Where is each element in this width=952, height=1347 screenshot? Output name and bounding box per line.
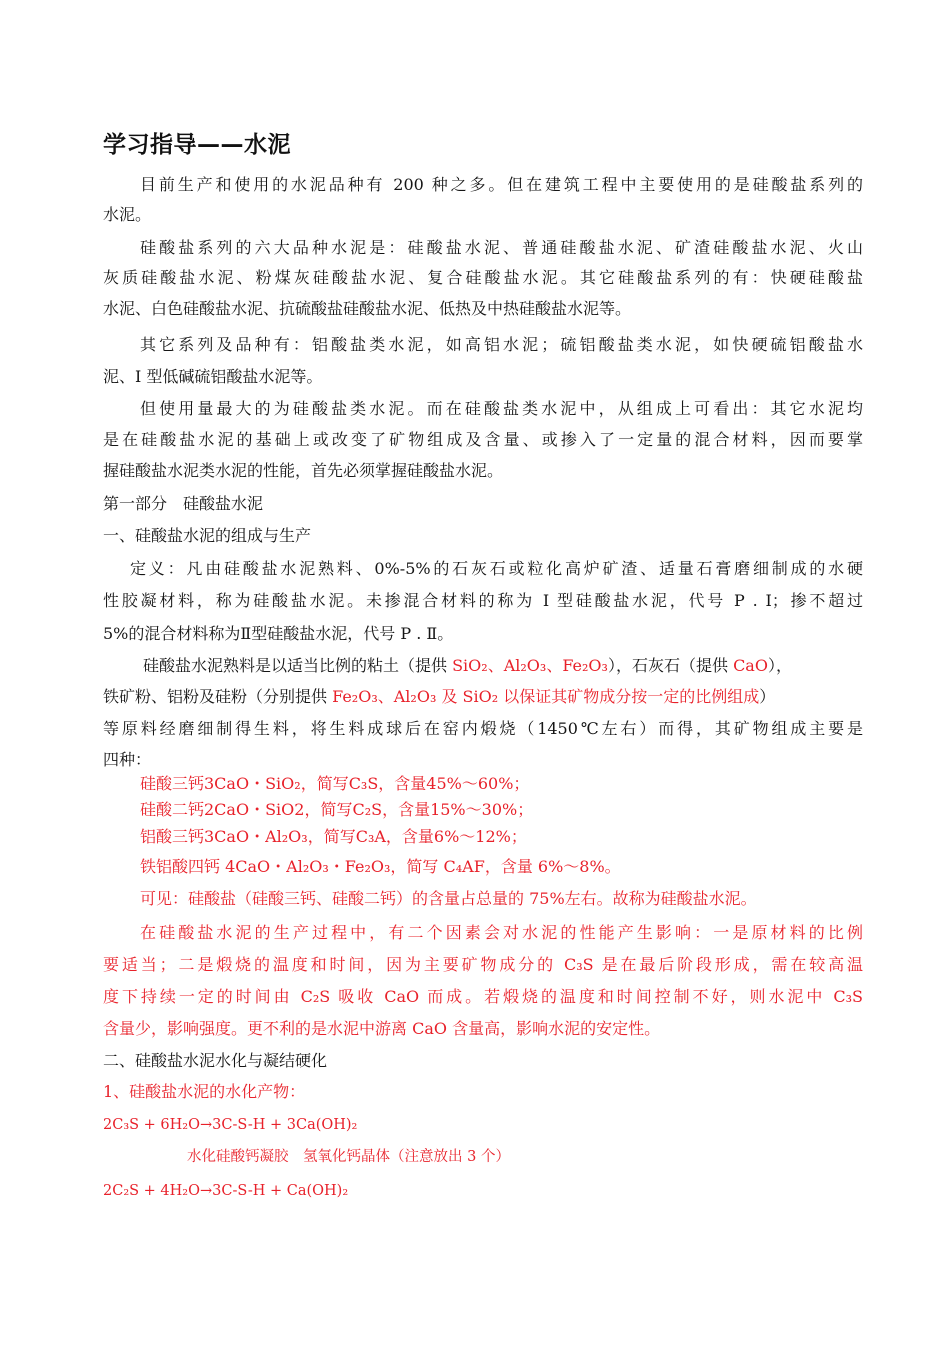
oxide-formula: CaO [733,656,768,675]
text-run: ） [759,687,776,706]
text-run: 铁矿粉、铝粉及硅粉（分别提供 [103,687,333,706]
paragraph-line: 水泥、白色硅酸盐水泥、抗硫酸盐硅酸盐水泥、低热及中热硅酸盐水泥等。 [103,299,632,318]
paragraph-line: 是在硅酸盐水泥的基础上或改变了矿物组成及含量、或掺入了一定量的混合材料，因而要掌 [103,430,863,449]
paragraph-line: 水泥。 [103,205,152,224]
mineral-line: 硅酸二钙2CaO・SiO2，简写C₂S，含量15%～30%； [140,800,534,819]
subsection-heading: 1、硅酸盐水泥的水化产物： [103,1082,306,1101]
paragraph-line: 灰质硅酸盐水泥、粉煤灰硅酸盐水泥、复合硅酸盐水泥。其它硅酸盐系列的有：快硬硅酸盐 [103,268,863,287]
paragraph-line: 握硅酸盐水泥类水泥的性能，首先必须掌握硅酸盐水泥。 [103,461,504,480]
text-run: 硅酸盐水泥熟料是以适当比例的粘土（提供 [143,656,453,675]
text-run: ），石灰石（提供 [607,656,734,675]
section-heading: 一、硅酸盐水泥的组成与生产 [103,526,312,545]
paragraph-line: 目前生产和使用的水泥品种有 200 种之多。但在建筑工程中主要使用的是硅酸盐系列的 [140,175,863,194]
paragraph-line: 但使用量最大的为硅酸盐类水泥。而在硅酸盐类水泥中，从组成上可看出：其它水泥均 [140,399,863,418]
red-paragraph-line: 可见：硅酸盐（硅酸三钙、硅酸二钙）的含量占总量的 75%左右。故称为硅酸盐水泥。 [140,889,757,908]
oxide-formula: Fe₂O₃、Al₂O₃ 及 SiO₂ 以保证其矿物成分按一定的比例组成 [332,687,760,706]
section-heading: 第一部分 硅酸盐水泥 [103,494,264,513]
paragraph-line: 定义：凡由硅酸盐水泥熟料、0%-5%的石灰石或粒化高炉矿渣、适量石膏磨细制成的水硬 [130,559,863,578]
paragraph-line: 5%的混合材料称为Ⅱ型硅酸盐水泥，代号 P . Ⅱ。 [103,624,454,643]
page-title: 学习指导——水泥 [103,132,291,158]
chemical-equation: 2C₃S + 6H₂O→3C-S-H + 3Ca(OH)₂ [103,1117,358,1133]
red-paragraph-line: 度下持续一定的时间由 C₂S 吸收 CaO 而成。若煅烧的温度和时间控制不好，则水泥中 C₃S [103,987,863,1006]
red-paragraph-line: 含量少，影响强度。更不利的是水泥中游离 CaO 含量高，影响水泥的安定性。 [103,1019,661,1038]
mineral-line: 铝酸三钙3CaO・Al₂O₃，简写C₃A，含量6%～12%； [140,827,527,846]
paragraph-line: 四种： [103,750,152,769]
text-run: ）， [767,656,792,675]
red-paragraph-line: 要适当；二是煅烧的温度和时间，因为主要矿物成分的 C₃S 是在最后阶段形成，需在较高温 [103,955,863,974]
mineral-line: 铁铝酸四钙 4CaO・Al₂O₃・Fe₂O₃，简写 C₄AF，含量 6%～8%。 [140,857,621,876]
paragraph-line: 硅酸盐系列的六大品种水泥是：硅酸盐水泥、普通硅酸盐水泥、矿渣硅酸盐水泥、火山 [140,238,863,257]
oxide-formula: SiO₂、Al₂O₃、Fe₂O₃ [452,656,608,675]
equation-note: 水化硅酸钙凝胶 氢氧化钙晶体（注意放出 3 个） [187,1149,510,1165]
paragraph-line: 性胶凝材料，称为硅酸盐水泥。未掺混合材料的称为 I 型硅酸盐水泥，代号 P . I；掺不超过 [103,591,863,610]
mineral-line: 硅酸三钙3CaO・SiO₂，简写C₃S，含量45%～60%； [140,774,530,793]
red-paragraph-line: 在硅酸盐水泥的生产过程中，有二个因素会对水泥的性能产生影响：一是原材料的比例 [140,923,863,942]
paragraph-line: 泥、I 型低碱硫铝酸盐水泥等。 [103,367,323,386]
section-heading: 二、硅酸盐水泥水化与凝结硬化 [103,1051,328,1070]
clinker-line-1 [143,655,863,677]
chemical-equation: 2C₂S + 4H₂O→3C-S-H + Ca(OH)₂ [103,1183,349,1199]
paragraph-line: 其它系列及品种有：铝酸盐类水泥，如高铝水泥；硫铝酸盐类水泥，如快硬硫铝酸盐水 [140,335,863,354]
clinker-line-2 [103,686,863,708]
paragraph-line: 等原料经磨细制得生料，将生料成球后在窑内煅烧（1450℃左右）而得，其矿物组成主要是 [103,719,863,738]
